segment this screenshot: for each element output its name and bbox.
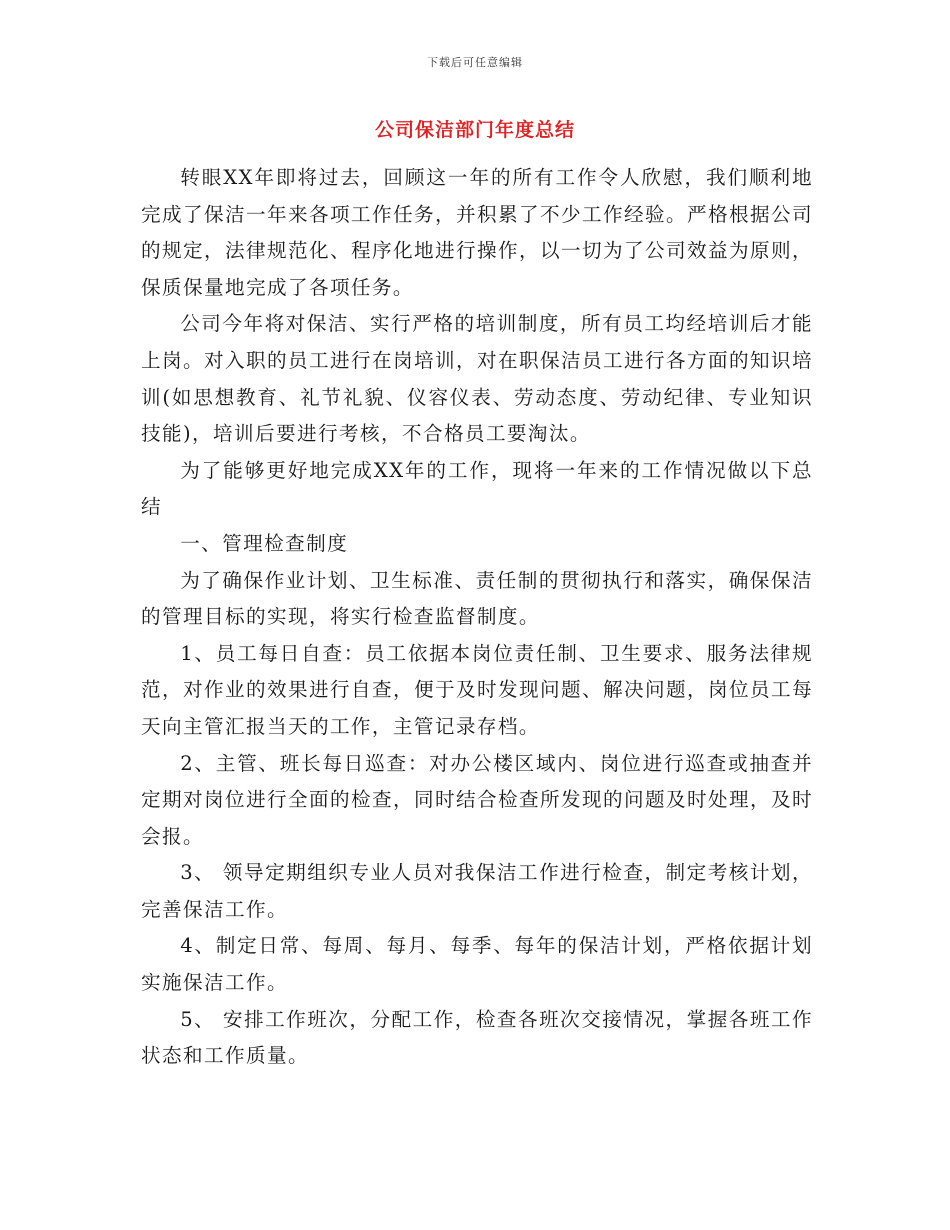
paragraph-summary-lead: 为了能够更好地完成XX年的工作，现将一年来的工作情况做以下总结 [141, 458, 813, 519]
list-item-1: 1、员工每日自查：员工依据本岗位责任制、卫生要求、服务法律规范，对作业的效果进行自查，便于及时发现问题、解决问题，岗位员工每天向主管汇报当天的工作，主管记录存档。 [141, 641, 813, 738]
list-item-3: 3、 领导定期组织专业人员对我保洁工作进行检查，制定考核计划，完善保洁工作。 [141, 861, 813, 921]
header-note: 下载后可任意编辑 [427, 56, 523, 69]
list-item-4: 4、制定日常、每周、每月、每季、每年的保洁计划，严格依据计划实施保洁工作。 [141, 934, 813, 995]
document-title: 公司保洁部门年度总结 [374, 119, 575, 141]
list-item-2: 2、主管、班长每日巡查：对办公楼区域内、岗位进行巡查或抽查并定期对岗位进行全面的检查，同时结合检查所发现的问题及时处理，及时会报。 [141, 751, 813, 848]
list-item-5: 5、 安排工作班次，分配工作，检查各班次交接情况，掌握各班工作状态和工作质量。 [141, 1007, 813, 1068]
paragraph-intro: 转眼XX年即将过去，回顾这一年的所有工作令人欣慰，我们顺利地完成了保洁一年来各项工作任务，并积累了不少工作经验。严格根据公司的规定，法律规范化、程序化地进行操作，以一切为了公司效益为原则，保质保量地完成了各项任务。 [141, 166, 813, 299]
section-heading: 一、管理检查制度 [180, 531, 349, 555]
paragraph-training: 公司今年将对保洁、实行严格的培训制度，所有员工均经培训后才能上岗。对入职的员工进行在岗培训，对在职保洁员工进行各方面的知识培训(如思想教育、礼节礼貌、仪容仪表、劳动态度、劳动纪律、专业知识技能)，培训后要进行考核，不合格员工要淘汰。 [141, 312, 813, 446]
paragraph-inspection-purpose: 为了确保作业计划、卫生标准、责任制的贯彻执行和落实，确保保洁的管理目标的实现，将实行检查监督制度。 [141, 568, 813, 629]
document-body [141, 160, 813, 1075]
